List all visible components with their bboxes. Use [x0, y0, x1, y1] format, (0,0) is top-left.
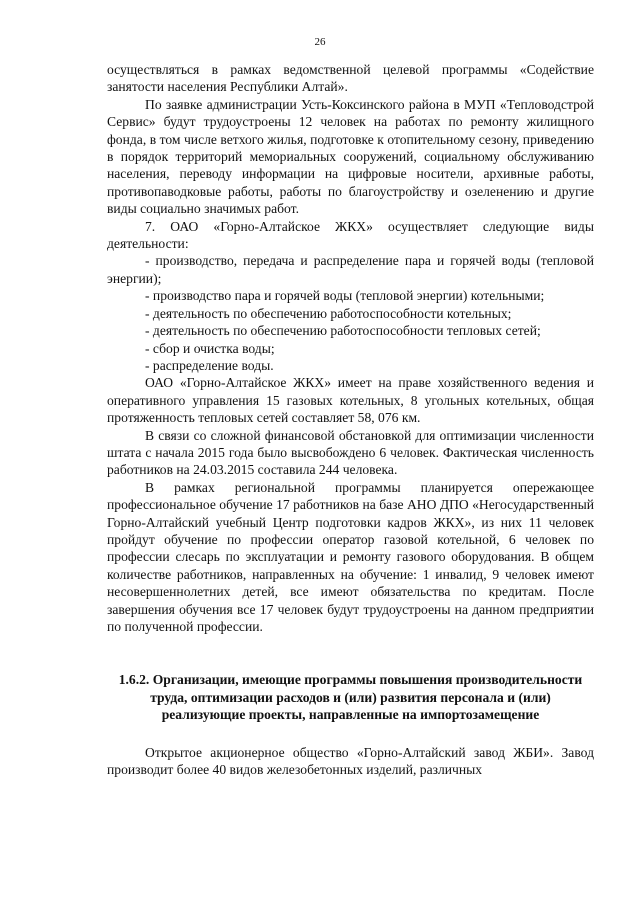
paragraph-assets: ОАО «Горно-Алтайское ЖКХ» имеет на праве хозяйственного ведения и оперативного управления 15 газовых котельных, 8 угольных котельных, общая протяженность тепловых сетей составляет 58, 076 км. [107, 375, 594, 426]
document-body [107, 61, 594, 778]
paragraph-plant-intro: Открытое акционерное общество «Горно-Алтайский завод ЖБИ». Завод производит более 40 видов железобетонных изделий, различных [107, 744, 594, 778]
list-item-activity: - производство, передача и распределение пара и горячей воды (тепловой энергии); [107, 253, 594, 286]
paragraph-staff-reduction: В связи со сложной финансовой обстановкой для оптимизации численности штата с начала 2015 года было высвобождено 6 человек. Фактическая численность работников на 24.03.2015 составила 244 человека. [107, 427, 594, 478]
list-item-activity: - сбор и очистка воды; [145, 340, 275, 356]
list-item-activity: - производство пара и горячей воды (тепловой энергии) котельными; [145, 288, 545, 304]
list-item-activity: - распределение воды. [145, 357, 274, 373]
paragraph-continuation: осуществляться в рамках ведомственной целевой программы «Содействие занятости населения Республики Алтай». [107, 62, 594, 95]
paragraph-training: В рамках региональной программы планируется опережающее профессиональное обучение 17 работников на базе АНО ДПО «Негосударственный Горно-Алтайский учебный Центр подготовки кадров ЖКХ», из них 11 человек пройдут обучение по профессии оператор газовой котельной, 6 человек по профессии слесарь по эксплуатации и ремонту газового оборудования. В общем количестве работников, направленных на обучение: 1 инвалид, 9 человек имеют несовершеннолетних детей, все имеют обязательства по кредитам. После завершения обучения все 17 человек будут трудоустроены на данном предприятии по полученной профессии. [107, 479, 594, 634]
list-item-activity: - деятельность по обеспечению работоспособности котельных; [145, 305, 512, 321]
paragraph-employment: По заявке администрации Усть-Коксинского района в МУП «Тепловодстрой Сервис» будут трудоустроены 12 человек на работах по ремонту жилищного фонда, в том числе ветхого жилья, подготовке к отопительному сезону, приведению в порядок территорий мемориальных сооружений, социальному обслуживанию населения, переводу информации на цифровые носители, архивные работы, противопаводковые работы, работы по благоустройству и озеленению и другие виды социально значимых работ. [107, 96, 594, 217]
section-heading: 1.6.2. Организации, имеющие программы повышения производительности труда, оптимизации расходов и (или) развития персонала и (или) реализующие проекты, направленные на импортозамещение [118, 672, 583, 723]
paragraph-activities-intro: 7. ОАО «Горно-Алтайское ЖКХ» осуществляет следующие виды деятельности: [107, 218, 594, 252]
list-item-activity: - деятельность по обеспечению работоспособности тепловых сетей; [145, 323, 541, 339]
page-number: 26 [314, 36, 326, 48]
